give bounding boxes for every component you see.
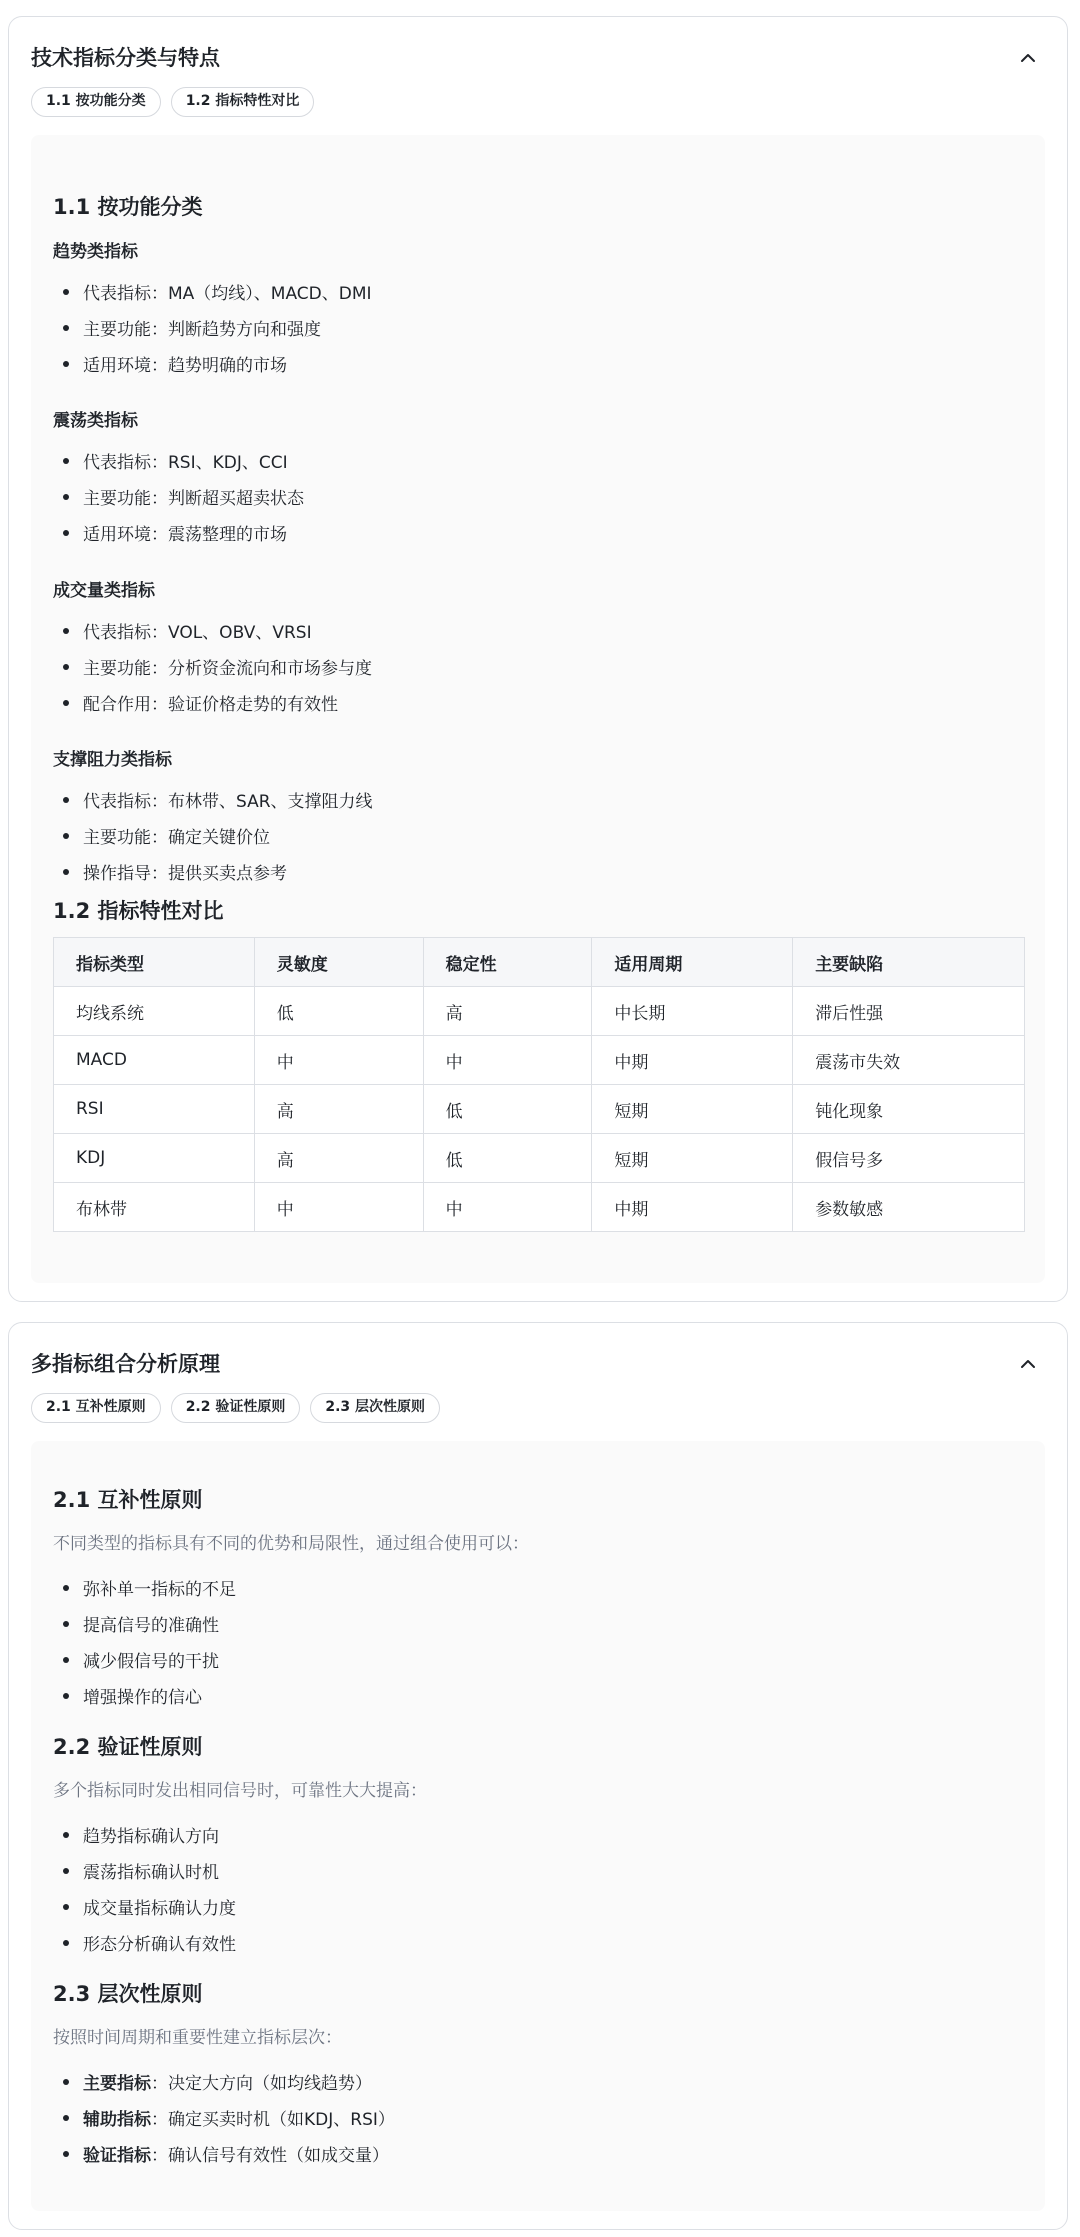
table-cell: 高	[254, 1085, 423, 1134]
chip-1-1[interactable]: 1.1 按功能分类	[31, 87, 161, 117]
table-cell: MACD	[54, 1036, 255, 1085]
section-content	[31, 135, 1045, 1283]
list-item: 弥补单一指标的不足	[83, 1575, 236, 1600]
list-item	[83, 2069, 372, 2094]
list-item: 主要功能：分析资金流向和市场参与度	[83, 654, 372, 679]
group-title-oscillator: 震荡类指标	[53, 411, 138, 431]
chip-2-3[interactable]: 2.3 层次性原则	[310, 1393, 440, 1423]
list-item: 配合作用：验证价格走势的有效性	[83, 690, 338, 715]
list-item: 增强操作的信心	[83, 1683, 202, 1708]
table-cell: RSI	[54, 1085, 255, 1134]
list-item: 代表指标：RSI、KDJ、CCI	[83, 448, 288, 473]
paragraph-intro: 多个指标同时发出相同信号时，可靠性大大提高：	[53, 1781, 427, 1801]
table-cell: 短期	[592, 1085, 793, 1134]
section-title: 多指标组合分析原理	[31, 1352, 220, 1376]
item-label: 验证指标	[83, 2146, 151, 2166]
chip-1-2[interactable]: 1.2 指标特性对比	[171, 87, 315, 117]
column-header: 主要缺陷	[793, 938, 1025, 987]
list-item: 提高信号的准确性	[83, 1611, 219, 1636]
list-item: 趋势指标确认方向	[83, 1822, 219, 1847]
list-item: 适用环境：震荡整理的市场	[83, 520, 287, 545]
item-label: 主要指标	[83, 2074, 151, 2094]
list-item	[83, 2105, 395, 2130]
table-cell: 中期	[592, 1183, 793, 1232]
group-title-volume: 成交量类指标	[53, 581, 155, 601]
section-nav-chips	[31, 1393, 440, 1423]
column-header: 适用周期	[592, 938, 793, 987]
list-item: 代表指标：MA（均线）、MACD、DMI	[83, 279, 372, 304]
table-row	[54, 1085, 1025, 1134]
table-cell: 布林带	[54, 1183, 255, 1232]
table-row	[54, 987, 1025, 1036]
list-item: 减少假信号的干扰	[83, 1647, 219, 1672]
table-cell: 假信号多	[793, 1134, 1025, 1183]
list-item: 适用环境：趋势明确的市场	[83, 351, 287, 376]
table-cell: 滞后性强	[793, 987, 1025, 1036]
indicator-comparison-table	[53, 937, 1025, 1232]
list-item: 主要功能：确定关键价位	[83, 823, 270, 848]
table-cell: 中期	[592, 1036, 793, 1085]
table-cell: 中	[254, 1036, 423, 1085]
section-nav-chips	[31, 87, 314, 117]
group-title-support-resistance: 支撑阻力类指标	[53, 750, 172, 770]
list-item: 形态分析确认有效性	[83, 1930, 236, 1955]
heading-2-1: 2.1 互补性原则	[53, 1488, 203, 1512]
table-row	[54, 1134, 1025, 1183]
table-cell: 高	[254, 1134, 423, 1183]
heading-1-1: 1.1 按功能分类	[53, 195, 203, 219]
table-cell: 中	[254, 1183, 423, 1232]
table-row	[54, 1183, 1025, 1232]
heading-1-2: 1.2 指标特性对比	[53, 899, 224, 923]
section-title: 技术指标分类与特点	[31, 46, 220, 70]
table-cell: KDJ	[54, 1134, 255, 1183]
table-cell: 中	[423, 1183, 592, 1232]
section-card-multi-indicator-principles	[8, 1322, 1068, 2230]
list-item: 操作指导：提供买卖点参考	[83, 859, 287, 884]
chip-2-2[interactable]: 2.2 验证性原则	[171, 1393, 301, 1423]
section-card-indicator-classification	[8, 16, 1068, 1302]
list-item	[83, 2141, 389, 2166]
section-header[interactable]	[31, 1345, 1045, 1383]
table-row	[54, 1036, 1025, 1085]
list-item: 主要功能：判断趋势方向和强度	[83, 315, 321, 340]
item-text: ：决定大方向（如均线趋势）	[151, 2074, 372, 2094]
table-cell: 钝化现象	[793, 1085, 1025, 1134]
table-cell: 均线系统	[54, 987, 255, 1036]
table-cell: 低	[423, 1134, 592, 1183]
item-text: ：确认信号有效性（如成交量）	[151, 2146, 389, 2166]
item-text: ：确定买卖时机（如KDJ、RSI）	[151, 2110, 395, 2130]
table-cell: 低	[254, 987, 423, 1036]
item-label: 辅助指标	[83, 2110, 151, 2130]
chevron-up-icon[interactable]	[1017, 1353, 1039, 1375]
group-title-trend: 趋势类指标	[53, 242, 138, 262]
list-item: 成交量指标确认力度	[83, 1894, 236, 1919]
table-cell: 低	[423, 1085, 592, 1134]
table-cell: 震荡市失效	[793, 1036, 1025, 1085]
list-item: 主要功能：判断超买超卖状态	[83, 484, 304, 509]
chip-2-1[interactable]: 2.1 互补性原则	[31, 1393, 161, 1423]
paragraph-intro: 按照时间周期和重要性建立指标层次：	[53, 2028, 342, 2048]
paragraph-intro: 不同类型的指标具有不同的优势和局限性，通过组合使用可以：	[53, 1534, 529, 1554]
table-cell: 中	[423, 1036, 592, 1085]
column-header: 灵敏度	[254, 938, 423, 987]
heading-2-3: 2.3 层次性原则	[53, 1982, 203, 2006]
column-header: 稳定性	[423, 938, 592, 987]
chevron-up-icon[interactable]	[1017, 47, 1039, 69]
list-item: 震荡指标确认时机	[83, 1858, 219, 1883]
table-cell: 参数敏感	[793, 1183, 1025, 1232]
heading-2-2: 2.2 验证性原则	[53, 1735, 203, 1759]
table-header-row	[54, 938, 1025, 987]
table-cell: 中长期	[592, 987, 793, 1036]
column-header: 指标类型	[54, 938, 255, 987]
table-cell: 高	[423, 987, 592, 1036]
list-item: 代表指标：VOL、OBV、VRSI	[83, 618, 312, 643]
list-item: 代表指标：布林带、SAR、支撑阻力线	[83, 787, 373, 812]
section-content	[31, 1441, 1045, 2211]
section-header[interactable]	[31, 39, 1045, 77]
table-cell: 短期	[592, 1134, 793, 1183]
